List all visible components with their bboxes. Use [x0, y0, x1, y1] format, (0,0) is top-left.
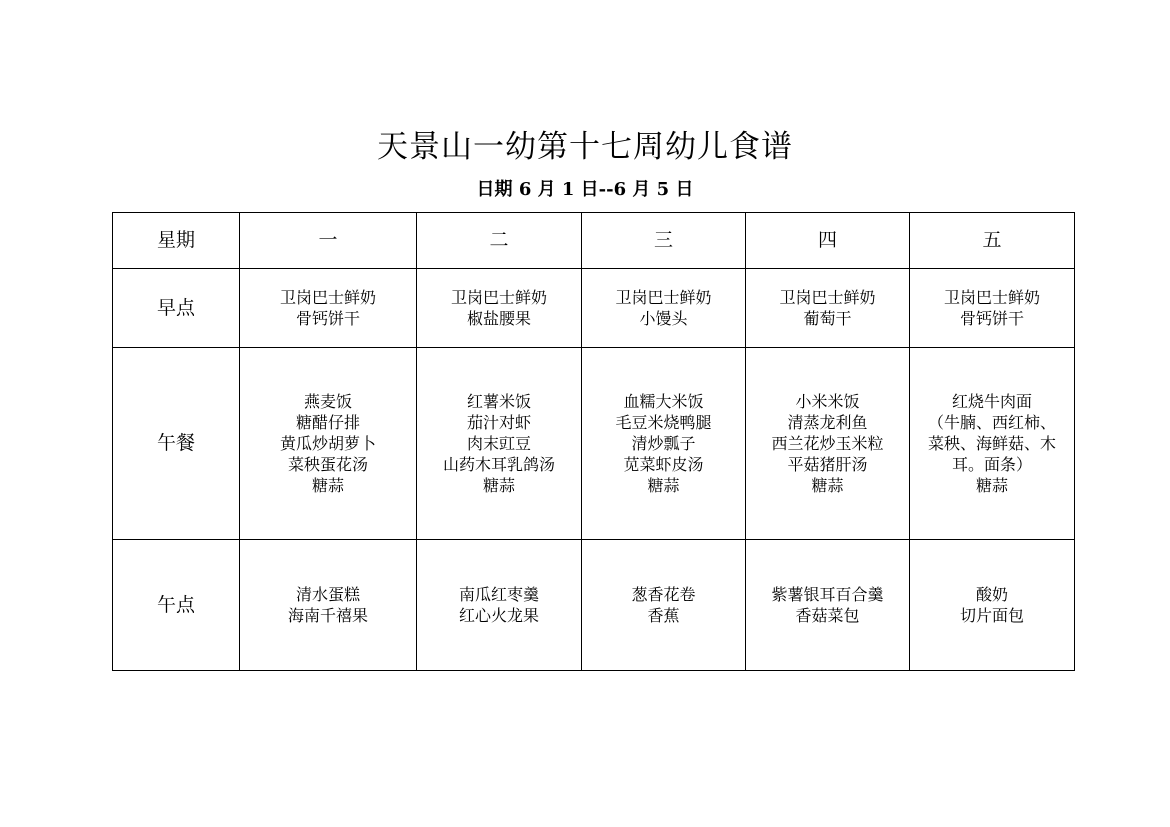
breakfast-cell — [582, 269, 746, 348]
menu-item: 耳。面条） — [951, 455, 1032, 474]
menu-item: 南瓜红枣羹 — [458, 585, 539, 604]
day-header-5: 五 — [910, 213, 1075, 269]
breakfast-cell — [417, 269, 582, 348]
breakfast-cell — [910, 269, 1075, 348]
lunch-cell — [746, 348, 910, 540]
lunch-row — [113, 348, 1075, 540]
menu-item: 香菇菜包 — [795, 606, 860, 625]
menu-item: 肉末豇豆 — [466, 434, 531, 453]
menu-item: 黄瓜炒胡萝卜 — [279, 434, 376, 453]
menu-item: 清水蛋糕 — [295, 585, 360, 604]
snack-label: 午点 — [113, 540, 240, 671]
menu-item: 糖蒜 — [311, 476, 344, 495]
menu-item: 卫岗巴士鲜奶 — [615, 288, 712, 307]
snack-cell — [417, 540, 582, 671]
menu-item: 骨钙饼干 — [295, 309, 360, 328]
menu-item: （牛腩、西红柿、 — [927, 413, 1056, 432]
menu-item: 红心火龙果 — [458, 606, 539, 625]
menu-item: 小馒头 — [639, 309, 688, 328]
menu-item: 香蕉 — [647, 606, 680, 625]
snack-cell — [240, 540, 417, 671]
menu-item: 燕麦饭 — [303, 392, 352, 411]
breakfast-label: 早点 — [113, 269, 240, 348]
menu-item: 酸奶 — [975, 585, 1008, 604]
snack-cell — [910, 540, 1075, 671]
breakfast-row — [113, 269, 1075, 348]
menu-table — [112, 212, 1075, 671]
menu-item: 红烧牛肉面 — [951, 392, 1032, 411]
weekday-header: 星期 — [113, 213, 240, 269]
menu-item: 菜秧蛋花汤 — [287, 455, 368, 474]
menu-item: 西兰花炒玉米粒 — [771, 434, 884, 453]
date-range: 日期 6 月 1 日--6 月 5 日 — [476, 179, 694, 200]
menu-item: 紫薯银耳百合羹 — [771, 585, 884, 604]
menu-item: 糖蒜 — [647, 476, 680, 495]
menu-item: 苋菜虾皮汤 — [623, 455, 704, 474]
menu-item: 卫岗巴士鲜奶 — [279, 288, 376, 307]
lunch-cell — [582, 348, 746, 540]
menu-item: 血糯大米饭 — [623, 392, 704, 411]
snack-cell — [582, 540, 746, 671]
menu-item: 清炒瓢子 — [631, 434, 696, 453]
menu-item: 海南千禧果 — [287, 606, 368, 625]
day-header-2: 二 — [417, 213, 582, 269]
menu-item: 糖醋仔排 — [295, 413, 360, 432]
menu-item: 糖蒜 — [482, 476, 515, 495]
lunch-label: 午餐 — [113, 348, 240, 540]
menu-item: 切片面包 — [959, 606, 1024, 625]
menu-item: 菜秧、海鲜菇、木 — [927, 434, 1056, 453]
menu-item: 茄汁对虾 — [466, 413, 531, 432]
menu-item: 卫岗巴士鲜奶 — [943, 288, 1040, 307]
page-title: 天景山一幼第十七周幼儿食谱 — [377, 129, 793, 165]
day-header-3: 三 — [582, 213, 746, 269]
menu-item: 卫岗巴士鲜奶 — [450, 288, 547, 307]
menu-item: 葡萄干 — [803, 309, 852, 328]
menu-item: 卫岗巴士鲜奶 — [779, 288, 876, 307]
day-header-1: 一 — [240, 213, 417, 269]
lunch-cell — [417, 348, 582, 540]
snack-row — [113, 540, 1075, 671]
lunch-cell — [240, 348, 417, 540]
breakfast-cell — [746, 269, 910, 348]
menu-item: 清蒸龙利鱼 — [787, 413, 868, 432]
menu-item: 糖蒜 — [975, 476, 1008, 495]
day-header-4: 四 — [746, 213, 910, 269]
menu-item: 山药木耳乳鸽汤 — [442, 455, 555, 474]
snack-cell — [746, 540, 910, 671]
lunch-cell — [910, 348, 1075, 540]
menu-item: 平菇猪肝汤 — [787, 455, 868, 474]
menu-item: 糖蒜 — [811, 476, 844, 495]
header-row — [113, 213, 1075, 269]
menu-item: 小米米饭 — [795, 392, 860, 411]
menu-item: 葱香花卷 — [631, 585, 696, 604]
breakfast-cell — [240, 269, 417, 348]
menu-item: 毛豆米烧鸭腿 — [615, 413, 712, 432]
menu-item: 椒盐腰果 — [466, 309, 531, 328]
menu-item: 红薯米饭 — [466, 392, 531, 411]
menu-item: 骨钙饼干 — [959, 309, 1024, 328]
